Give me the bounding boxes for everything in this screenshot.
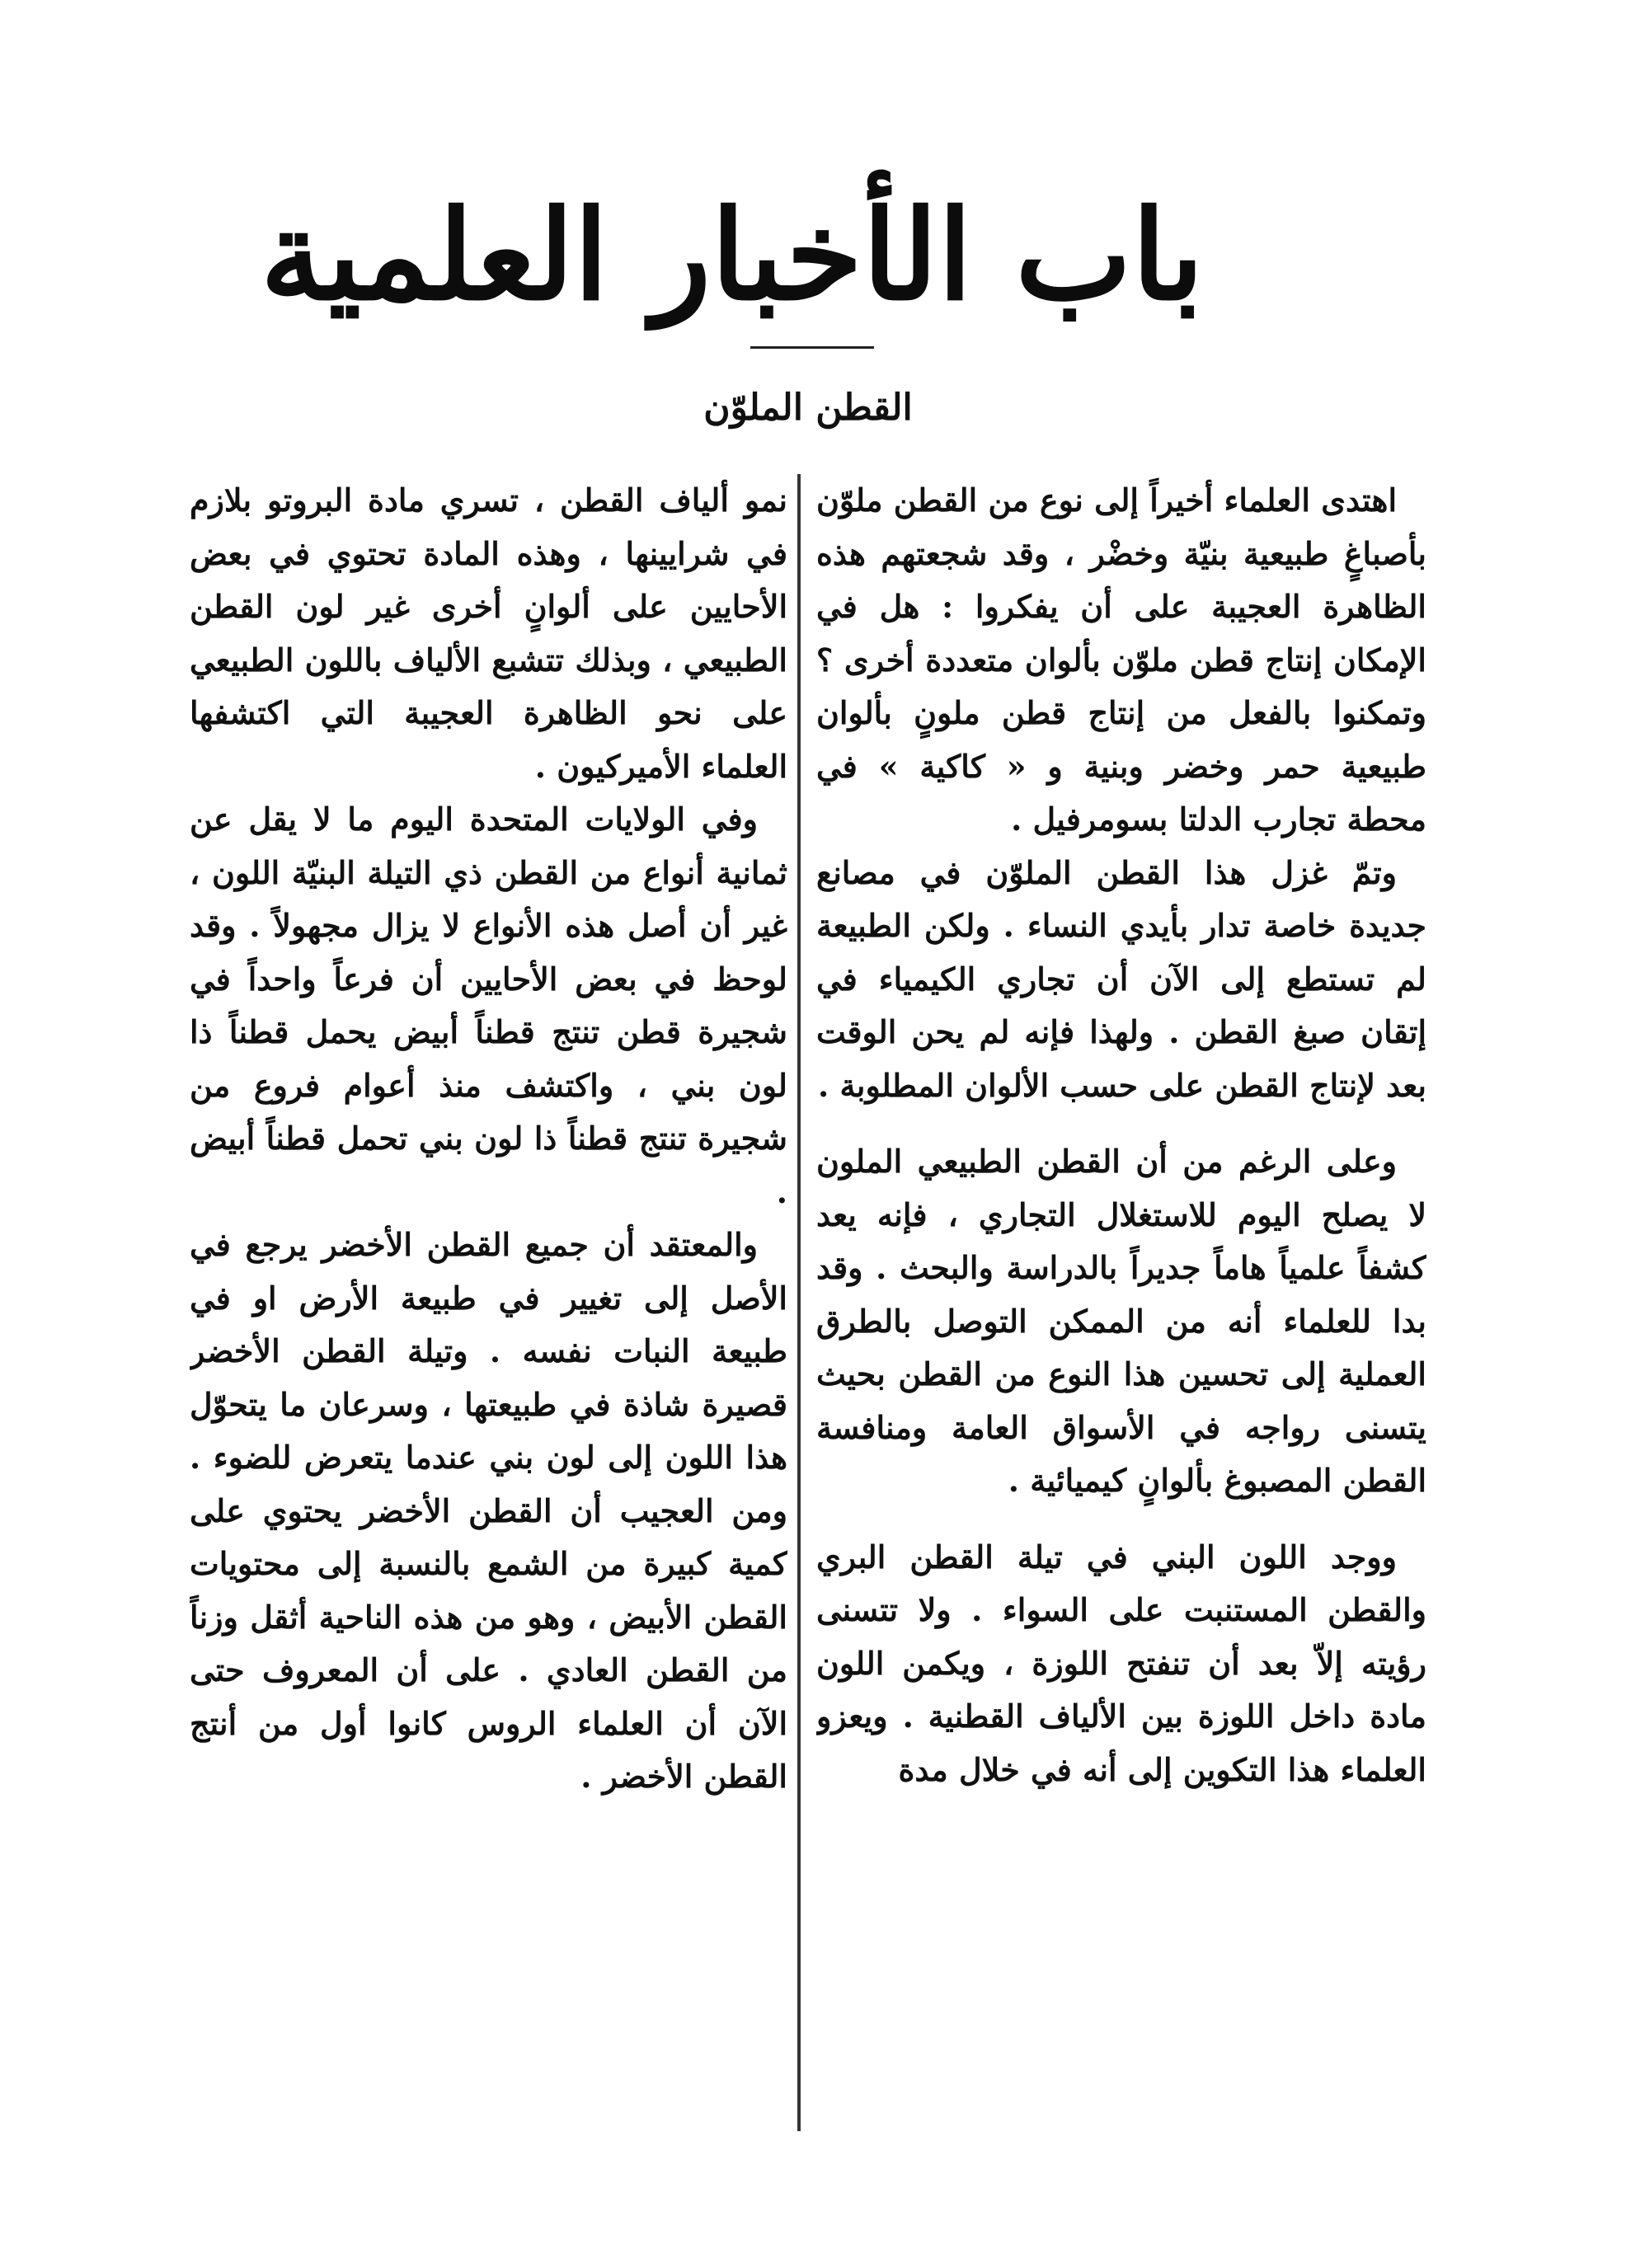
paragraph: وتمّ غزل هذا القطن الملوّن في مصانع جديدة خاصة تدار بأيدي النساء . ولكن الطبيعة لم تستطع إلى الآن أن تجاري الكيمياء في إتقان صبغ القطن . ولهذا فإنه لم يحن الوقت بعد لإنتاج القطن على حسب الألوان المطلوبة . <box>816 853 1426 1104</box>
paragraph: والمعتقد أن جميع القطن الأخضر يرجع في الأصل إلى تغيير في طبيعة الأرض او في طبيعة النبات نفسه . وتيلة القطن الأخضر قصيرة شاذة في طبيعتها ، وسرعان ما يتحوّل هذا اللون إلى لون بني عندما يتعرض للضوء . ومن العجيب أن القطن الأخضر يحتوي على كمية كبيرة من الشمع بالنسبة إلى محتويات القطن الأبيض ، وهو من هذه الناحية أثقل وزناً من القطن العادي . على أن المعروف حتى الآن أن العلماء الروس كانوا أول من أنتج القطن الأخضر . <box>190 1226 787 1795</box>
section-header <box>260 124 1204 363</box>
left-column <box>190 474 787 2148</box>
paragraph: نمو ألياف القطن ، تسري مادة البروتو بلازم في شرايينها ، وهذه المادة تحتوي في بعض الأحايين على ألوانٍ أخرى غير لون القطن الطبيعي ، وبذلك تتشبع الألياف باللون الطبيعي على نحو الظاهرة العجيبة التي اكتشفها العلماء الأميركيون . <box>190 481 787 785</box>
paragraph: وعلى الرغم من أن القطن الطبيعي الملون لا يصلح اليوم للاستغلال التجاري ، فإنه يعد كشفاً علمياً هاماً جديراً بالدراسة والبحث . وقد بدا للعلماء أنه من الممكن التوصل بالطرق العملية إلى تحسين هذا النوع من القطن بحيث يتسنى رواجه في الأسواق العامة ومنافسة القطن المصبوغ بألوانٍ كيميائية . <box>816 1143 1426 1499</box>
article-title: القطن الملوّن <box>703 387 913 429</box>
paragraph: اهتدى العلماء أخيراً إلى نوع من القطن ملوّن بأصباغٍ طبيعية بنيّة وخضْر ، وقد شجعتهم هذه الظاهرة العجيبة على أن يفكروا : هل في الإمكان إنتاج قطن ملوّن بألوان متعددة أخرى ؟ وتمكنوا بالفعل من إنتاج قطن ملونٍ بألوان طبيعية حمر وخضر وبنية و « كاكية » في محطة تجارب الدلتا بسومرفيل . <box>816 481 1426 838</box>
title-divider <box>750 346 874 349</box>
column-divider <box>797 474 801 2131</box>
right-column <box>816 474 1426 2148</box>
paragraph: ووجد اللون البني في تيلة القطن البري والقطن المستنبت على السواء . ولا تتسنى رؤيته إلاّ بعد أن تنفتح اللوزة ، ويكمن اللون مادة داخل اللوزة بين الألياف القطنية . ويعزو العلماء هذا التكوين إلى أنه في خلال مدة <box>816 1538 1426 1788</box>
paragraph: وفي الولايات المتحدة اليوم ما لا يقل عن ثمانية أنواع من القطن ذي التيلة البنيّة اللون ، غير أن أصل هذه الأنواع لا يزال مجهولاً . وقد لوحظ في بعض الأحايين أن فرعاً واحداً في شجيرة قطن تنتج قطناً أبيض يحمل قطناً ذا لون بني ، واكتشف منذ أعوام فروع من شجيرة تنتج قطناً ذا لون بني تحمل قطناً أبيض . <box>190 801 787 1210</box>
section-title: باب الأخبار العلمية <box>260 183 1204 328</box>
